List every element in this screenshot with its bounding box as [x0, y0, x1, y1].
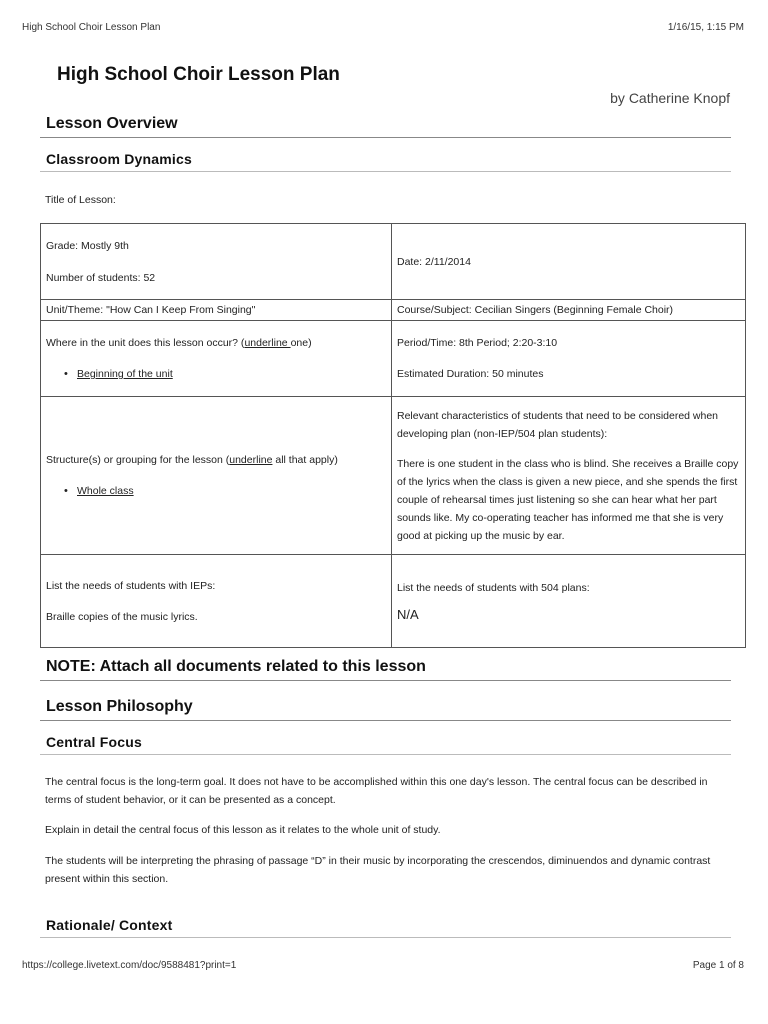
- browser-doc-title: High School Choir Lesson Plan: [22, 22, 161, 33]
- heading-rationale-context: Rationale/ Context: [46, 917, 173, 933]
- heading-lesson-overview: Lesson Overview: [46, 115, 178, 132]
- cell-grade-students: [41, 224, 392, 300]
- divider: [40, 937, 731, 938]
- characteristics-question: Relevant characteristics of students that need to be considered when developing plan (non-IEP/504 plan students):: [397, 409, 719, 440]
- heading-lesson-philosophy: Lesson Philosophy: [46, 698, 193, 715]
- iep-answer: Braille copies of the music lyrics.: [46, 610, 198, 623]
- footer-page-number: Page 1 of 8: [692, 960, 744, 971]
- divider: [40, 137, 731, 138]
- lesson-info-table: [40, 223, 746, 648]
- cell-structure: [41, 397, 392, 555]
- divider: [40, 720, 731, 721]
- cell-course-subject: [392, 300, 746, 321]
- divider: [40, 680, 731, 681]
- document-title: High School Choir Lesson Plan: [57, 64, 340, 85]
- duration-text: Estimated Duration: 50 minutes: [397, 368, 544, 380]
- grade-text: Grade: Mostly 9th: [46, 239, 129, 252]
- divider: [40, 171, 731, 172]
- heading-central-focus: Central Focus: [46, 734, 142, 750]
- cell-iep: [41, 555, 392, 648]
- unit-occur-question: Where in the unit does this lesson occur? (underline one): [46, 337, 312, 349]
- plan504-answer: N/A: [397, 606, 419, 622]
- cell-date: [392, 224, 746, 300]
- cell-unit-occur: [41, 321, 392, 397]
- central-focus-instruction: Explain in detail the central focus of this lesson as it relates to the whole unit of study.: [45, 824, 441, 836]
- divider: [40, 754, 731, 755]
- period-time-text: Period/Time: 8th Period; 2:20-3:10: [397, 337, 558, 349]
- title-of-lesson-label: Title of Lesson:: [45, 194, 116, 206]
- num-students-text: Number of students: 52: [46, 271, 156, 284]
- footer-url: https://college.livetext.com/doc/9588481?print=1: [22, 960, 237, 971]
- structure-answer: • Whole class: [46, 482, 391, 500]
- heading-classroom-dynamics: Classroom Dynamics: [46, 151, 192, 167]
- structure-question: Structure(s) or grouping for the lesson (underline all that apply): [46, 454, 338, 466]
- characteristics-answer: There is one student in the class who is blind. She receives a Braille copy of the lyrics when the class is given a new piece, and she spends the first couple of rehearsal times just listening so she can hear what her part sounds like. My co-operating teacher has informed me that she is very good at picking up the music by ear.: [397, 457, 739, 542]
- plan504-question: List the needs of students with 504 plans:: [397, 581, 590, 594]
- cell-characteristics: [392, 397, 746, 555]
- cell-504: [392, 555, 746, 648]
- cell-unit-theme: [41, 300, 392, 321]
- course-subject-text: Course/Subject: Cecilian Singers (Beginning Female Choir): [397, 304, 674, 316]
- unit-occur-answer: • Beginning of the unit: [46, 365, 391, 383]
- browser-datetime: 1/16/15, 1:15 PM: [667, 22, 744, 33]
- central-focus-answer: The students will be interpreting the phrasing of passage “D” in their music by incorporating the crescendos, diminuendos and dynamic contrast present within this section.: [45, 855, 711, 885]
- note-attach-documents: NOTE: Attach all documents related to this lesson: [46, 658, 426, 675]
- document-author: by Catherine Knopf: [610, 90, 730, 106]
- date-text: Date: 2/11/2014: [397, 255, 471, 268]
- central-focus-definition: The central focus is the long-term goal. It does not have to be accomplished within this one day's lesson. The central focus can be described in terms of student behavior, or it can be presented as a concept.: [45, 776, 708, 806]
- cell-period-duration: [392, 321, 746, 397]
- iep-question: List the needs of students with IEPs:: [46, 579, 216, 592]
- unit-theme-text: Unit/Theme: "How Can I Keep From Singing": [46, 304, 256, 316]
